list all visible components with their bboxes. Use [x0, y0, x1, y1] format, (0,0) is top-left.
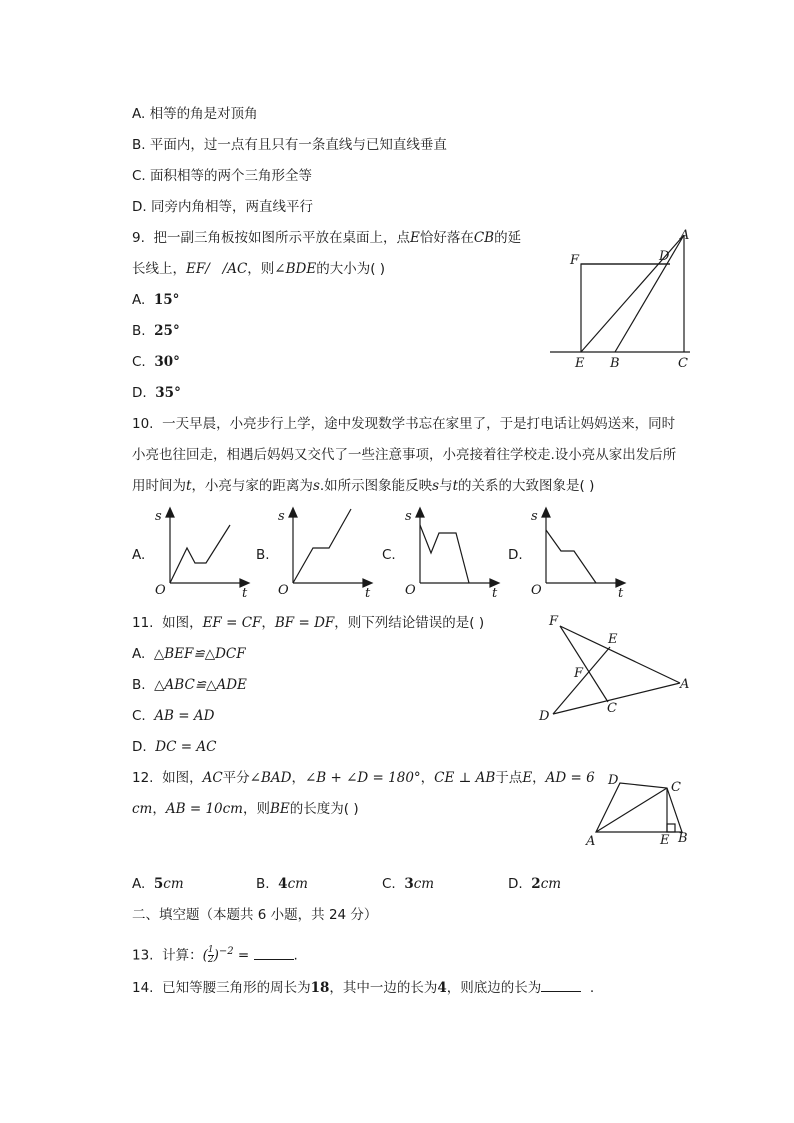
q10-d-t-label: t — [618, 586, 624, 601]
q12-label-d: D — [608, 773, 619, 788]
q10-b-curve — [293, 509, 351, 583]
q11-option-c: C. AB = AD — [132, 708, 215, 724]
q10-d-curve — [546, 530, 596, 583]
q10-c-curve — [420, 525, 469, 583]
q10-b-t-label: t — [365, 586, 371, 601]
q9-option-b: B. 25° — [132, 323, 180, 339]
q11-label-f-mid: F — [574, 666, 584, 681]
q9-option-a: A. 15° — [132, 292, 180, 308]
q10-a-s-label: s — [155, 509, 162, 524]
q10-graph-b — [273, 505, 378, 600]
q9-figure — [540, 225, 710, 375]
q12-label-a: A — [586, 834, 596, 849]
q11-label-c: C — [607, 701, 617, 716]
q9-label-a: A — [680, 228, 690, 243]
q10-graph-b-letter: B. — [256, 547, 270, 563]
q10-a-y-arrow — [166, 508, 174, 517]
q10-graph-d-letter: D. — [508, 547, 523, 563]
q10-b-y-arrow — [289, 508, 297, 517]
q10-a-curve — [170, 525, 230, 583]
q11-label-e: E — [608, 632, 618, 647]
q12-label-b: B — [678, 831, 688, 846]
q10-a-t-label: t — [242, 586, 248, 601]
q9-square-frame — [581, 264, 670, 352]
q10-b-s-label: s — [278, 509, 285, 524]
q11-label-d: D — [539, 709, 550, 724]
q14-answer-blank[interactable] — [541, 978, 581, 992]
q12-stem-line2: cm，AB = 10cm，则BE的长度为( ) — [132, 801, 359, 817]
q11-option-a: A. △BEF≌△DCF — [132, 646, 246, 662]
q12-label-c: C — [671, 780, 681, 795]
q10-b-o-label: O — [278, 583, 289, 598]
q10-stem-line1: 10. 一天早晨，小亮步行上学，途中发现数学书忘在家里了，于是打电话让妈妈送来，同时 — [132, 416, 676, 432]
q9-label-b: B — [610, 356, 620, 371]
q10-d-s-label: s — [531, 509, 538, 524]
q10-graph-c-letter: C. — [382, 547, 396, 563]
q10-a-o-label: O — [155, 583, 166, 598]
q8-option-b: B. 平面内，过一点有且只有一条直线与已知直线垂直 — [132, 137, 447, 153]
q11-option-b: B. △ABC≌△ADE — [132, 677, 247, 693]
q8-option-a: A. 相等的角是对顶角 — [132, 106, 258, 122]
q10-d-y-arrow — [542, 508, 550, 517]
q13-stem: 13. 计算：( $\frac{1}{2}$ )$^{-2}$ = . — [132, 945, 298, 965]
q11-option-d: D. DC = AC — [132, 739, 217, 755]
q10-stem-line3: 用时间为t，小亮与家的距离为s.如所示图象能反映s与t的关系的大致图象是( ) — [132, 478, 595, 494]
q12-stem-line1: 12. 如图，AC平分∠BAD，∠B + ∠D = 180°，CE ⊥ AB于点E，AD = 6 — [132, 770, 595, 786]
q10-graph-a — [150, 505, 255, 600]
q11-stem: 11. 如图，EF = CF，BF = DF，则下列结论错误的是( ) — [132, 615, 485, 631]
q10-graph-c — [400, 505, 505, 600]
q9-label-d: D — [659, 249, 670, 264]
q10-graph-a-letter: A. — [132, 547, 146, 563]
q10-c-y-arrow — [416, 508, 424, 517]
section-2-title: 二、填空题（本题共 6 小题，共 24 分） — [132, 907, 378, 923]
q12-label-e: E — [660, 833, 670, 848]
q10-graph-d — [526, 505, 631, 600]
q10-c-t-label: t — [492, 586, 498, 601]
q9-option-d: D. 35° — [132, 385, 181, 401]
q10-d-o-label: O — [531, 583, 542, 598]
q8-option-d: D. 同旁内角相等，两直线平行 — [132, 199, 313, 215]
q12-option-c: C. 3cm — [382, 876, 435, 892]
q13-fraction: $\frac{1}{2}$ — [207, 945, 214, 965]
q8-option-c: C. 面积相等的两个三角形全等 — [132, 168, 313, 184]
q9-label-f: F — [570, 253, 580, 268]
q11-figure — [535, 610, 700, 725]
q11-label-a: A — [680, 677, 690, 692]
q10-c-o-label: O — [405, 583, 416, 598]
q12-option-d: D. 2cm — [508, 876, 562, 892]
q9-stem-line2: 长线上，EF/ /AC，则∠BDE的大小为( ) — [132, 261, 386, 277]
q12-option-a: A. 5cm — [132, 876, 184, 892]
q10-stem-line2: 小亮也往回走，相遇后妈妈又交代了一些注意事项，小亮接着往学校走.设小亮从家出发后所 — [132, 447, 677, 463]
q9-label-c: C — [678, 356, 688, 371]
q9-stem-line1: 9. 把一副三角板按如图所示平放在桌面上，点E恰好落在CB的延 — [132, 230, 522, 246]
q9-line-ba — [615, 235, 684, 352]
q14-stem: 14. 已知等腰三角形的周长为18，其中一边的长为4，则底边的长为 . — [132, 980, 595, 996]
q9-label-e: E — [575, 356, 585, 371]
q13-answer-blank[interactable] — [254, 946, 294, 960]
q12-right-angle-mark — [667, 824, 675, 832]
q10-c-s-label: s — [405, 509, 412, 524]
q9-option-c: C. 30° — [132, 354, 180, 370]
q12-figure — [580, 768, 700, 853]
q12-option-b: B. 4cm — [256, 876, 308, 892]
q11-label-f-top: F — [549, 614, 559, 629]
